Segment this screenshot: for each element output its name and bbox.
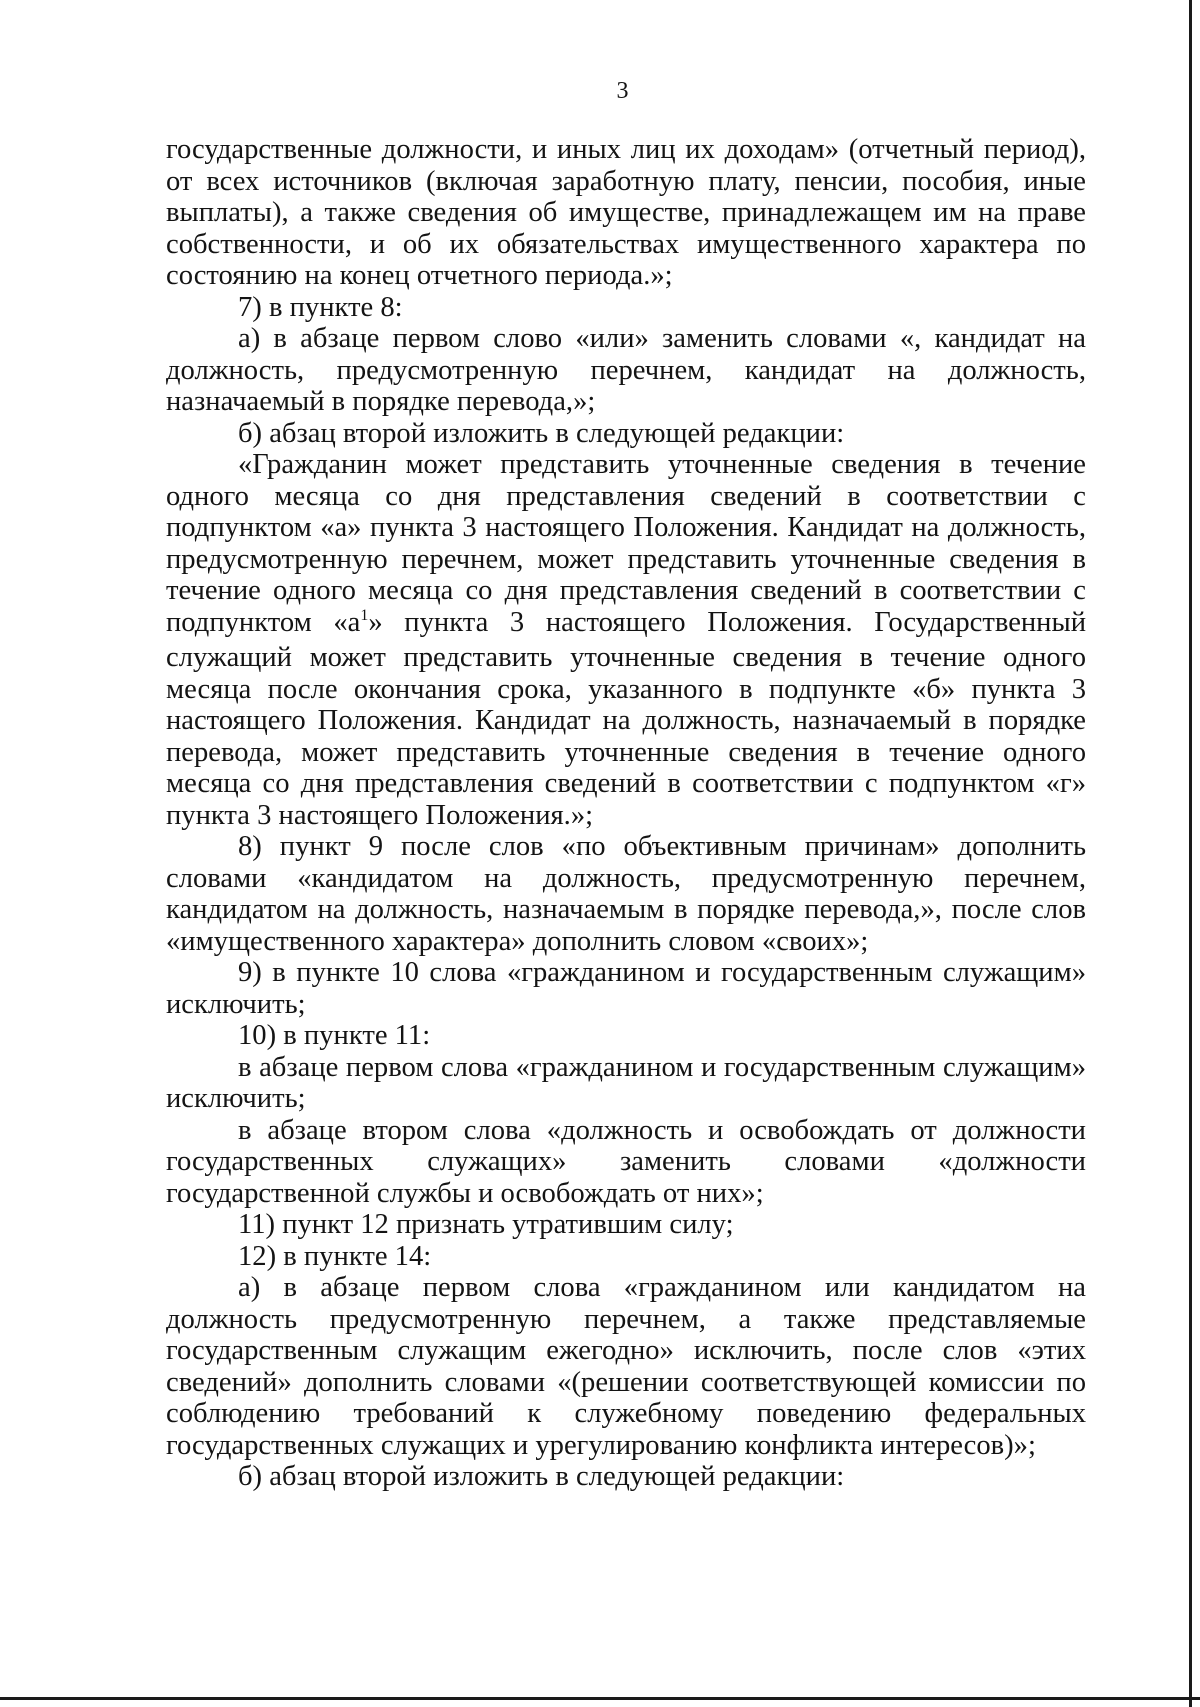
paragraph-item-8: 8) пункт 9 после слов «по объективным причинам» дополнить словами «кандидатом на должность, предусмотренную перечнем, кандидатом на должность, назначаемым в порядке перевода,», после слов «имущественного характера» дополнить словом «своих»; [166, 831, 1086, 957]
paragraph-quoted-text [166, 449, 1086, 831]
paragraph-item-12b: б) абзац второй изложить в следующей редакции: [238, 1461, 845, 1492]
paragraph-item-10-first: в абзаце первом слова «гражданином и государственным служащим» исключить; [166, 1051, 1086, 1114]
scan-edge-bottom [0, 1697, 1200, 1700]
quoted-text-part-2: » пункта 3 настоящего Положения. Государственный служащий может представить уточненные сведения в течение одного месяца после окончания срока, указанного в подпункте «б» пункта 3 настоящего Положения. Кандидат на должность, назначаемый в порядке перевода, может представить уточненные сведения в течение одного месяца со дня представления сведений в соответствии с подпунктом «г» пункта 3 настоящего Положения.»; [166, 606, 1087, 831]
paragraph-continuation: государственные должности, и иных лиц их доходам» (отчетный период), от всех источников (включая заработную плату, пенсии, пособия, иные выплаты), а также сведения об имуществе, принадлежащем им на праве собственности, и об их обязательствах имущественного характера по состоянию на конец отчетного периода.»; [166, 134, 1086, 291]
paragraph-item-7a: а) в абзаце первом слово «или» заменить словами «, кандидат на должность, предусмотренную перечнем, кандидат на должность, назначаемый в порядке перевода,»; [166, 323, 1086, 417]
paragraph-item-10-second: в абзаце втором слова «должность и освобождать от должности государственных служащих» заменить словами «должности государственной службы и освобождать от них»; [166, 1114, 1086, 1209]
paragraph-item-10: 10) в пункте 11: [238, 1020, 431, 1051]
paragraph-item-11: 11) пункт 12 признать утратившим силу; [238, 1209, 734, 1240]
paragraph-item-9: 9) в пункте 10 слова «гражданином и государственным служащим» исключить; [166, 957, 1086, 1020]
paragraph-item-12: 12) в пункте 14: [238, 1240, 432, 1272]
paragraph-item-7b: б) абзац второй изложить в следующей редакции: [238, 417, 845, 449]
document-body [166, 134, 1086, 1493]
quoted-text-part-1: «Гражданин может представить уточненные сведения в течение одного месяца со дня представления сведений в соответствии с подпунктом «а» пункта 3 настоящего Положения. Кандидат на должность, предусмотренную перечнем, может представить уточненные сведения в течение одного месяца со дня представления сведений в соответствии с подпунктом «а [166, 449, 1086, 638]
page-number: 3 [616, 78, 629, 104]
superscript-one: 1 [360, 606, 369, 624]
scan-edge-right [1189, 0, 1192, 1707]
paragraph-item-7: 7) в пункте 8: [238, 291, 403, 323]
paragraph-item-12a: а) в абзаце первом слова «гражданином или кандидатом на должность предусмотренную перечнем, а также представляемые государственным служащим ежегодно» исключить, после слов «этих сведений» дополнить словами «(решении соответствующей комиссии по соблюдению требований к служебному поведению федеральных государственных служащих и урегулированию конфликта интересов)»; [166, 1272, 1086, 1461]
